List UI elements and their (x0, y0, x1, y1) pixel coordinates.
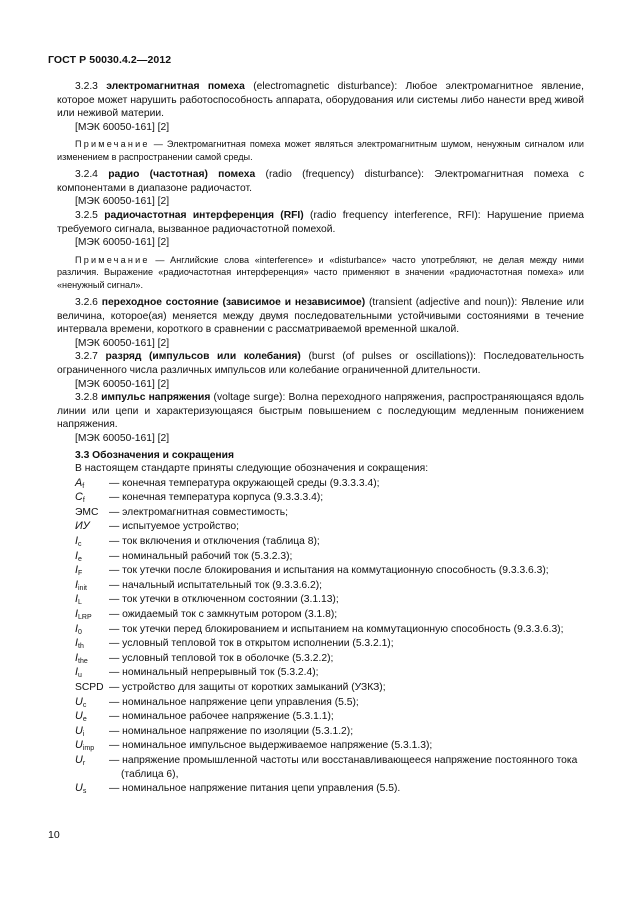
page-body (57, 80, 584, 796)
symbol: $U_r$ (75, 753, 86, 767)
symbol-description: — номинальный рабочий ток (5.3.2.3); (109, 550, 293, 562)
term: радиочастотная интерференция (RFI) (104, 209, 304, 221)
document-header: ГОСТ Р 50030.4.2—2012 (48, 54, 172, 66)
symbol-row (57, 506, 584, 520)
symbol-description: — номинальный непрерывный ток (5.3.2.4); (109, 667, 319, 679)
symbol-row (57, 782, 584, 796)
symbol-row (57, 564, 584, 578)
reference: [МЭК 60050-161] [2] (75, 378, 170, 390)
symbol: ЭМС (75, 506, 99, 518)
symbol-row (57, 623, 584, 637)
symbol-description: — конечная температура корпуса (9.3.3.3.4); (109, 492, 324, 504)
symbol-description: — номинальное напряжение цепи управления (5.5); (109, 696, 359, 708)
symbol-row (57, 739, 584, 753)
page-number: 10 (48, 829, 60, 841)
note-2: Примечание — Английские слова «interference» и «disturbance» часто употребляют, не делая между ними различия. Выражение «радиочастотная интерференция» часто применяют в значении «радиочастотная помеха» или «ненужный сигнал». (57, 254, 585, 290)
term: разряд (импульсов или колебания) (105, 351, 301, 363)
symbol: $A_f$ (75, 476, 85, 490)
symbol-list (57, 477, 584, 796)
symbol: $I_F$ (75, 564, 83, 578)
symbol: $U_s$ (75, 782, 87, 796)
symbol-row (57, 637, 584, 651)
symbol-description: — устройство для защиты от коротких замыканий (УЗКЗ); (109, 682, 386, 693)
symbol: $I_{init}$ (75, 578, 87, 592)
reference: [МЭК 60050-161] [2] (75, 237, 170, 249)
symbol-row (57, 710, 584, 724)
symbol-row (57, 666, 584, 680)
reference: [МЭК 60050-161] [2] (75, 337, 170, 349)
symbol-row (57, 754, 584, 781)
term: радио (частотная) помеха (108, 169, 256, 181)
symbol-row (57, 520, 584, 534)
symbol-description: — ток утечки перед блокированием и испытанием на коммутационную способность (9.3.3.6.3); (109, 623, 564, 635)
reference: [МЭК 60050-161] [2] (75, 196, 170, 208)
symbol-row (57, 550, 584, 564)
definition-3-2-3: 3.2.3 электромагнитная помеха (electromagnetic disturbance): Любое электромагнитное явление, которое может нарушить работоспособность аппарата, оборудования или системы либо нанести вред живой или неживой материи. (57, 81, 584, 120)
symbol-description: — конечная температура окружающей среды (9.3.3.3.4); (109, 477, 380, 489)
symbol: $U_e$ (75, 710, 87, 724)
symbol: $I_c$ (75, 535, 82, 549)
definition-3-2-4: 3.2.4 радио (частотная) помеха (radio (frequency) disturbance): Электромагнитная помеха с компонентами в диапазоне радиочастот. (57, 169, 584, 194)
symbol: $I_u$ (75, 666, 82, 680)
symbol: $U_i$ (75, 724, 85, 738)
symbol: $I_0$ (75, 622, 82, 636)
symbol-description: — ток утечки после блокирования и испытания на коммутационную способность (9.3.3.6.3); (109, 565, 549, 577)
definition-3-2-7: 3.2.7 разряд (импульсов или колебания) (burst (of pulses or oscillations)): Последовательность ограниченного числа различных импульсов или колебание ограниченной длительности. (57, 351, 584, 376)
symbol-description: — номинальное напряжение по изоляции (5.3.1.2); (109, 725, 354, 737)
symbol-description: — ток включения и отключения (таблица 8); (109, 536, 320, 548)
symbol-description: — номинальное рабочее напряжение (5.3.1.1); (109, 711, 334, 723)
symbol-row (57, 681, 584, 695)
symbol: ИУ (75, 520, 90, 533)
symbol-row (57, 535, 584, 549)
symbol-description: — номинальное импульсное выдерживаемое напряжение (5.3.1.3); (109, 740, 433, 752)
term: переходное состояние (зависимое и независимое) (101, 296, 366, 308)
symbol-row (57, 491, 584, 505)
term: импульс напряжения (101, 392, 211, 404)
symbol-description: — напряжение промышленной частоты или восстанавливающееся напряжение постоянного тока (таблица 6), (109, 754, 578, 780)
definition-3-2-6: 3.2.6 переходное состояние (зависимое и независимое) (transient (adjective and noun)): Явление или величина, которое(ая) меняется между двумя последовательными устойчивыми состояниями в течение интервала времени, короткого в сравнении с рассматриваемой временной шкалой. (57, 296, 584, 336)
symbol-description: — ожидаемый ток с замкнутым ротором (3.1.8); (109, 609, 338, 621)
reference: [МЭК 60050-161] [2] (75, 121, 170, 133)
symbol-description: — испытуемое устройство; (109, 521, 239, 533)
symbol-row (57, 608, 584, 622)
section-intro: В настоящем стандарте приняты следующие обозначения и сокращения: (75, 463, 429, 475)
symbol: $U_c$ (75, 695, 87, 709)
symbol: $I_{the}$ (75, 651, 88, 665)
note-1: Примечание — Электромагнитная помеха может являться электромагнитным шумом, ненужным сигналом или изменением в распространении самой среды. (57, 139, 584, 162)
symbol-row (57, 725, 584, 739)
section-heading: 3.3 Обозначения и сокращения (75, 449, 234, 461)
symbol-row (57, 593, 584, 607)
term: электромагнитная помеха (106, 81, 245, 92)
definition-3-2-8: 3.2.8 импульс напряжения (voltage surge): Волна переходного напряжения, распространяющаяся вдоль линии или цепи и характеризующаяся быстрым повышением с последующим медленным понижением напряжения. (57, 392, 584, 431)
symbol: SCPD (75, 682, 104, 693)
symbol-description: — начальный испытательный ток (9.3.3.6.2); (109, 579, 323, 591)
symbol-description: — ток утечки в отключенном состоянии (3.1.13); (109, 594, 339, 606)
symbol-row (57, 652, 584, 666)
symbol: $I_L$ (75, 593, 82, 607)
symbol-description: — номинальное напряжение питания цепи управления (5.5). (109, 783, 401, 795)
symbol-description: — электромагнитная совместимость; (109, 506, 288, 518)
symbol-row (57, 696, 584, 710)
reference: [МЭК 60050-161] [2] (75, 432, 170, 444)
symbol: $I_{LRP}$ (75, 608, 92, 622)
symbol-row (57, 477, 584, 491)
symbol-description: — условный тепловой ток в оболочке (5.3.2.2); (109, 652, 334, 664)
symbol: $I_{th}$ (75, 637, 84, 651)
definition-3-2-5: 3.2.5 радиочастотная интерференция (RFI) (radio frequency interference, RFI): Нарушение приема требуемого сигнала, вызванное радиочастотной помехой. (57, 209, 584, 235)
symbol-description: — условный тепловой ток в открытом исполнении (5.3.2.1); (109, 638, 394, 650)
symbol: $U_{imp}$ (75, 739, 95, 753)
symbol: $C_f$ (75, 491, 85, 505)
symbol: $I_e$ (75, 549, 82, 563)
symbol-row (57, 579, 584, 593)
